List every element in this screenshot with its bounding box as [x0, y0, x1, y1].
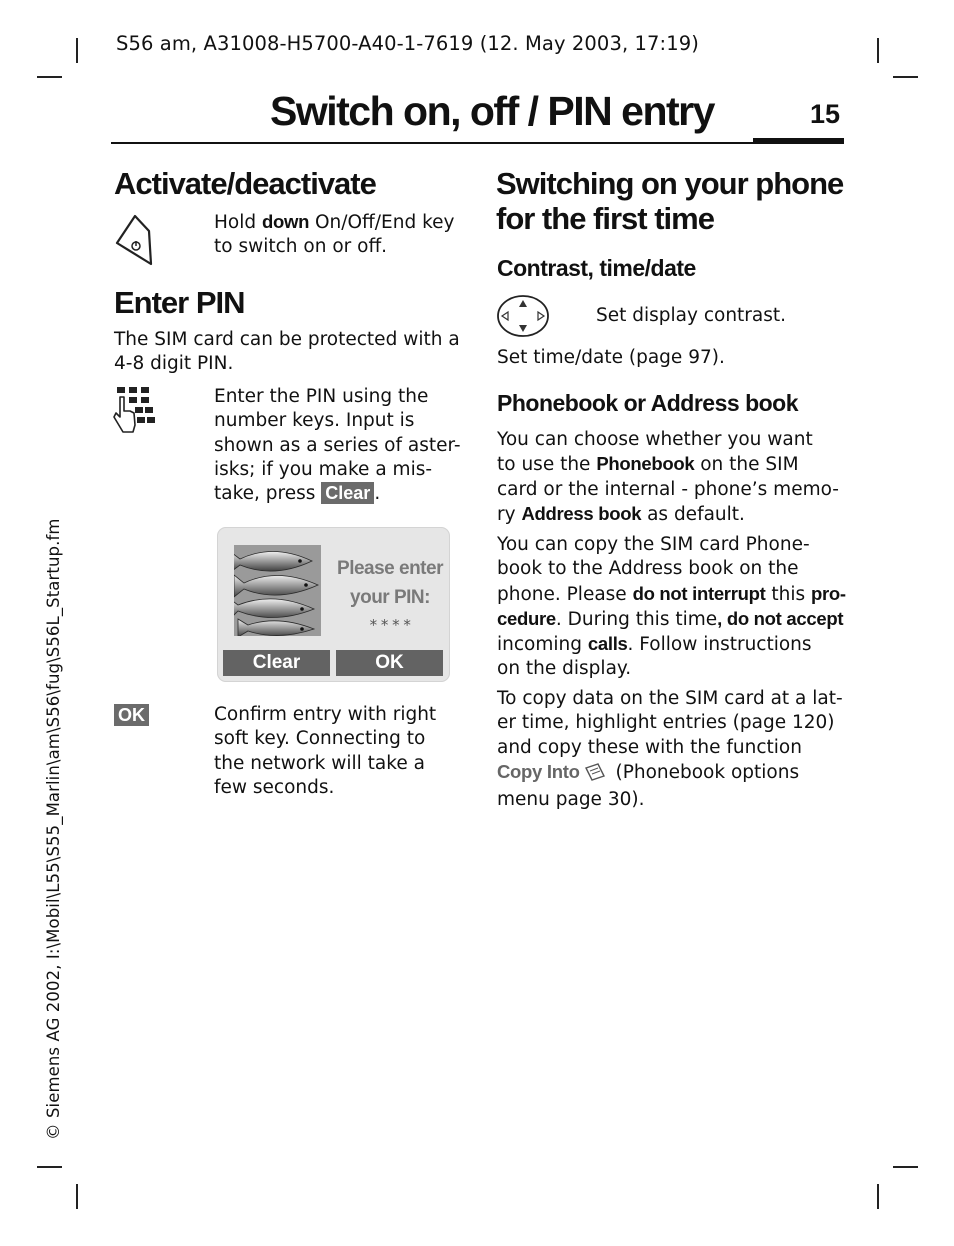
activate-heading: Activate/deactivate	[114, 166, 376, 201]
phonebook-heading: Phonebook or Address book	[497, 390, 799, 416]
confirm-text: Confirm entry with right soft key. Connecting to the network will take a few seconds.	[214, 704, 437, 798]
pin-intro: The SIM card can be protected with a 4-8 digit PIN.	[114, 329, 460, 375]
clear-softkey-label: Clear	[321, 482, 374, 504]
copy-into-function: Copy Into	[497, 760, 580, 782]
crop-mark	[37, 76, 62, 78]
crop-mark	[877, 38, 879, 63]
page-number-rule	[753, 138, 844, 143]
nav-key-icon	[496, 294, 550, 342]
phonebook-paragraph-2: You can copy the SIM card Phone- book to the Address book on the phone. Please do not interrupt this pro- cedure. During this time, do not accept incoming calls. Follow instructions on the display.	[497, 534, 846, 680]
sidebar-file-path: © Siemens AG 2002, I:\Mobil\L55\S55_Marlin\am\S56\fug\S56L_Startup.fm	[44, 518, 63, 1140]
enter-pin-heading: Enter PIN	[114, 285, 245, 320]
pin-entry-screen	[217, 527, 450, 682]
masked-pin: * * * *	[369, 616, 411, 634]
on-off-key-icon	[113, 213, 157, 271]
pin-prompt-line2: your PIN:	[350, 587, 430, 608]
pin-step-text: Enter the PIN using the number keys. Input is shown as a series of aster- isks; if you make a mis- take, press Clear .	[214, 386, 461, 505]
time-date-text: Set time/date (page 97).	[497, 347, 725, 368]
contrast-heading: Contrast, time/date	[497, 255, 696, 281]
crop-mark	[893, 1166, 918, 1168]
contrast-text: Set display contrast.	[596, 305, 787, 326]
activate-text: Hold down On/Off/End key to switch on or off.	[214, 211, 455, 258]
crop-mark	[37, 1166, 62, 1168]
screen-clear-softkey[interactable]: Clear	[223, 650, 330, 676]
fish-wallpaper-image	[234, 545, 321, 640]
pin-prompt-line1: Please enter	[337, 558, 443, 579]
screen-ok-softkey[interactable]: OK	[336, 650, 443, 676]
crop-mark	[76, 1184, 78, 1209]
page-title: Switch on, off / PIN entry	[270, 88, 714, 134]
title-rule	[111, 142, 844, 144]
crop-mark	[877, 1184, 879, 1209]
page-number: 15	[810, 99, 841, 129]
keypad-hand-icon	[113, 387, 157, 437]
notepad-icon	[580, 763, 610, 788]
phonebook-paragraph-3: To copy data on the SIM card at a lat- er time, highlight entries (page 120) and copy these with the function Copy Into (Phonebook options menu page 30).	[497, 688, 843, 811]
ok-softkey-label: OK	[114, 704, 149, 726]
phonebook-paragraph-1: You can choose whether you want to use the Phonebook on the SIM card or the internal - phone’s memo- ry Address book as default.	[497, 429, 839, 525]
first-time-heading: Switching on your phone for the first time	[496, 166, 844, 236]
crop-mark	[76, 38, 78, 63]
file-info-header: S56 am, A31008-H5700-A40-1-7619 (12. May 2003, 17:19)	[116, 32, 699, 55]
crop-mark	[893, 76, 918, 78]
